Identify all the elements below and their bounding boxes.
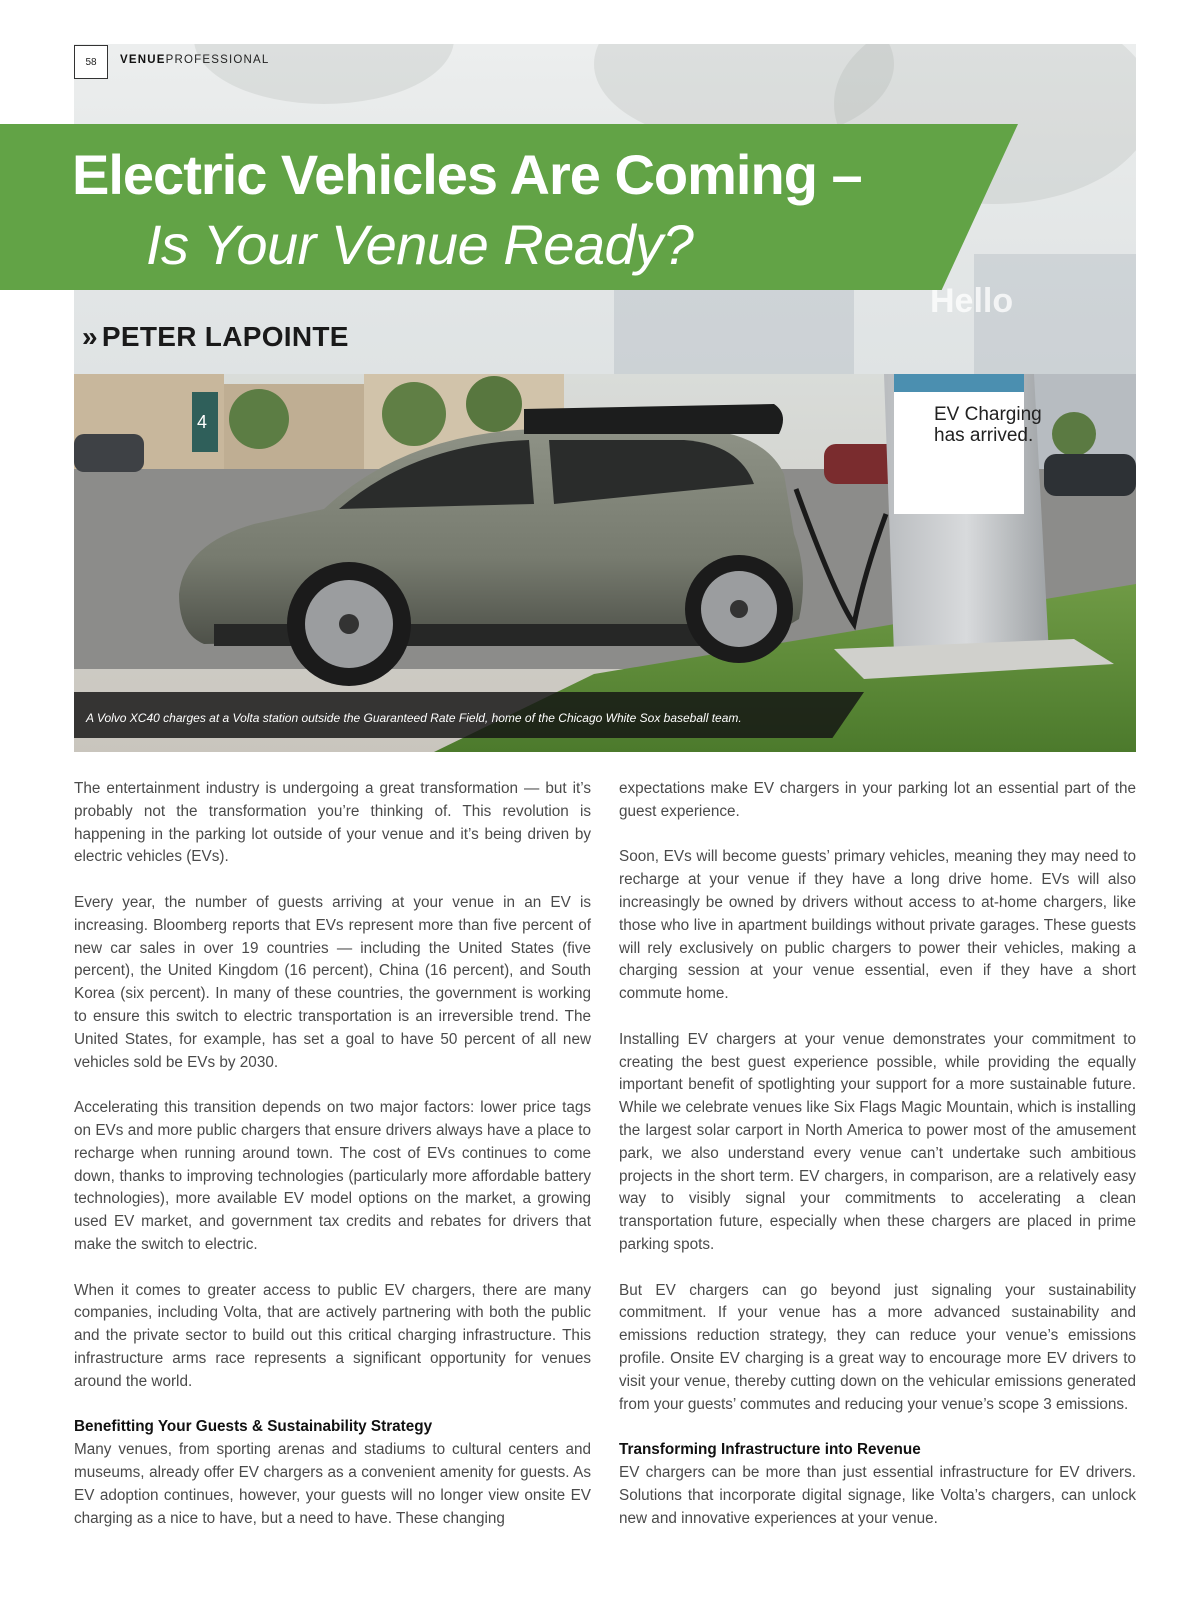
byline	[82, 321, 349, 353]
paragraph: Soon, EVs will become guests’ primary vehicles, meaning they may need to recharge at your venue if they have a long drive home. EVs will also increasingly be owned by drivers without access to at-home chargers, like those who live in apartment buildings without private garages. These guests will rely exclusively on public chargers to power their vehicles, making a charging session at your venue essential, even if they have a short commute home.	[619, 848, 1136, 1003]
paragraph: But EV chargers can go beyond just signaling your sustainability commitment. If your venue has a more advanced sustainability and emissions reduction strategy, they can reduce your venue’s emissions profile. Onsite EV charging is a great way to encourage more EV drivers to visit your venue, thereby cutting down on the vehicular emissions generated from your guests’ commutes and reducing your venue’s scope 3 emissions.	[619, 1281, 1136, 1413]
article-title-line2: Is Your Venue Ready?	[146, 213, 694, 276]
right-column	[619, 778, 1136, 1553]
hello-sign-text: Hello	[930, 282, 1014, 320]
byline-chevron-icon: »	[82, 321, 98, 352]
masthead	[120, 54, 270, 66]
photo-caption: A Volvo XC40 charges at a Volta station outside the Guaranteed Rate Field, home of the Chicago White Sox baseball team.	[86, 711, 742, 725]
paragraph: Many venues, from sporting arenas and stadiums to cultural centers and museums, already offer EV chargers as a convenient amenity for guests. As EV adoption continues, however, your guests will no longer view onsite EV charging as a nice to have, but a need to have. These changing	[74, 1441, 591, 1527]
section-heading: Benefitting Your Guests & Sustainability Strategy	[74, 1418, 433, 1436]
left-column	[74, 778, 591, 1553]
paragraph: Accelerating this transition depends on two major factors: lower price tags on EVs and more public chargers that ensure drivers always have a place to recharge when running around town. The cost of EVs continues to come down, thanks to improving technologies (particularly more affordable battery technologies), more available EV model options on the market, a growing used EV market, and government tax credits and rebates for drivers that make the switch to electric.	[74, 1099, 591, 1253]
svg-text:4: 4	[197, 412, 208, 432]
author-name: PETER LAPOINTE	[101, 321, 349, 352]
charger-screen-line1: EV Charging	[934, 404, 1042, 425]
paragraph: The entertainment industry is undergoing a great transformation — but it’s probably not the transformation you’re thinking of. This revolution is happening in the parking lot outside of your venue and it’s being driven by electric vehicles (EVs).	[74, 780, 591, 866]
paragraph: EV chargers can be more than just essential infrastructure for EV drivers. Solutions that incorporate digital signage, like Volta’s chargers, can unlock new and innovative experiences at your venue.	[619, 1463, 1136, 1527]
paragraph: expectations make EV chargers in your parking lot an essential part of the guest experience.	[619, 780, 1136, 820]
charger-screen-text	[934, 404, 1042, 446]
masthead-light: PROFESSIONAL	[165, 54, 270, 66]
page-number: 58	[74, 45, 108, 79]
article-title-line1: Electric Vehicles Are Coming –	[72, 143, 862, 206]
paragraph: When it comes to greater access to public EV chargers, there are many companies, including Volta, that are actively partnering with both the public and the private sector to build out this critical charging infrastructure. This infrastructure arms race represents a significant opportunity for venues around the world.	[74, 1281, 591, 1390]
paragraph: Every year, the number of guests arriving at your venue in an EV is increasing. Bloomberg reports that EVs represent more than five percent of new car sales in over 19 countries — including the United States (five percent), the United Kingdom (16 percent), China (16 percent), and South Korea (six percent). In many of these countries, the government is working to ensure this switch to electric transportation is an irreversible trend. The United States, for example, has set a goal to have 50 percent of all new vehicles sold be EVs by 2030.	[74, 893, 591, 1071]
section-heading: Transforming Infrastructure into Revenue	[619, 1441, 921, 1459]
masthead-bold: VENUE	[120, 54, 166, 66]
article-photo	[74, 374, 1136, 752]
charger-screen-line2: has arrived.	[934, 425, 1034, 446]
paragraph: Installing EV chargers at your venue demonstrates your commitment to creating the best guest experience possible, while providing the equally important benefit of spotlighting your support for a more sustainable future. While we celebrate venues like Six Flags Magic Mountain, which is installing the largest solar carport in North America to power most of the amusement park, we also understand every venue can’t undertake such ambitious projects in the short term. EV chargers, in comparison, are a relatively easy way to visibly signal your commitments to accelerating a clean transportation future, especially when these chargers are placed in prime parking spots.	[619, 1030, 1136, 1253]
